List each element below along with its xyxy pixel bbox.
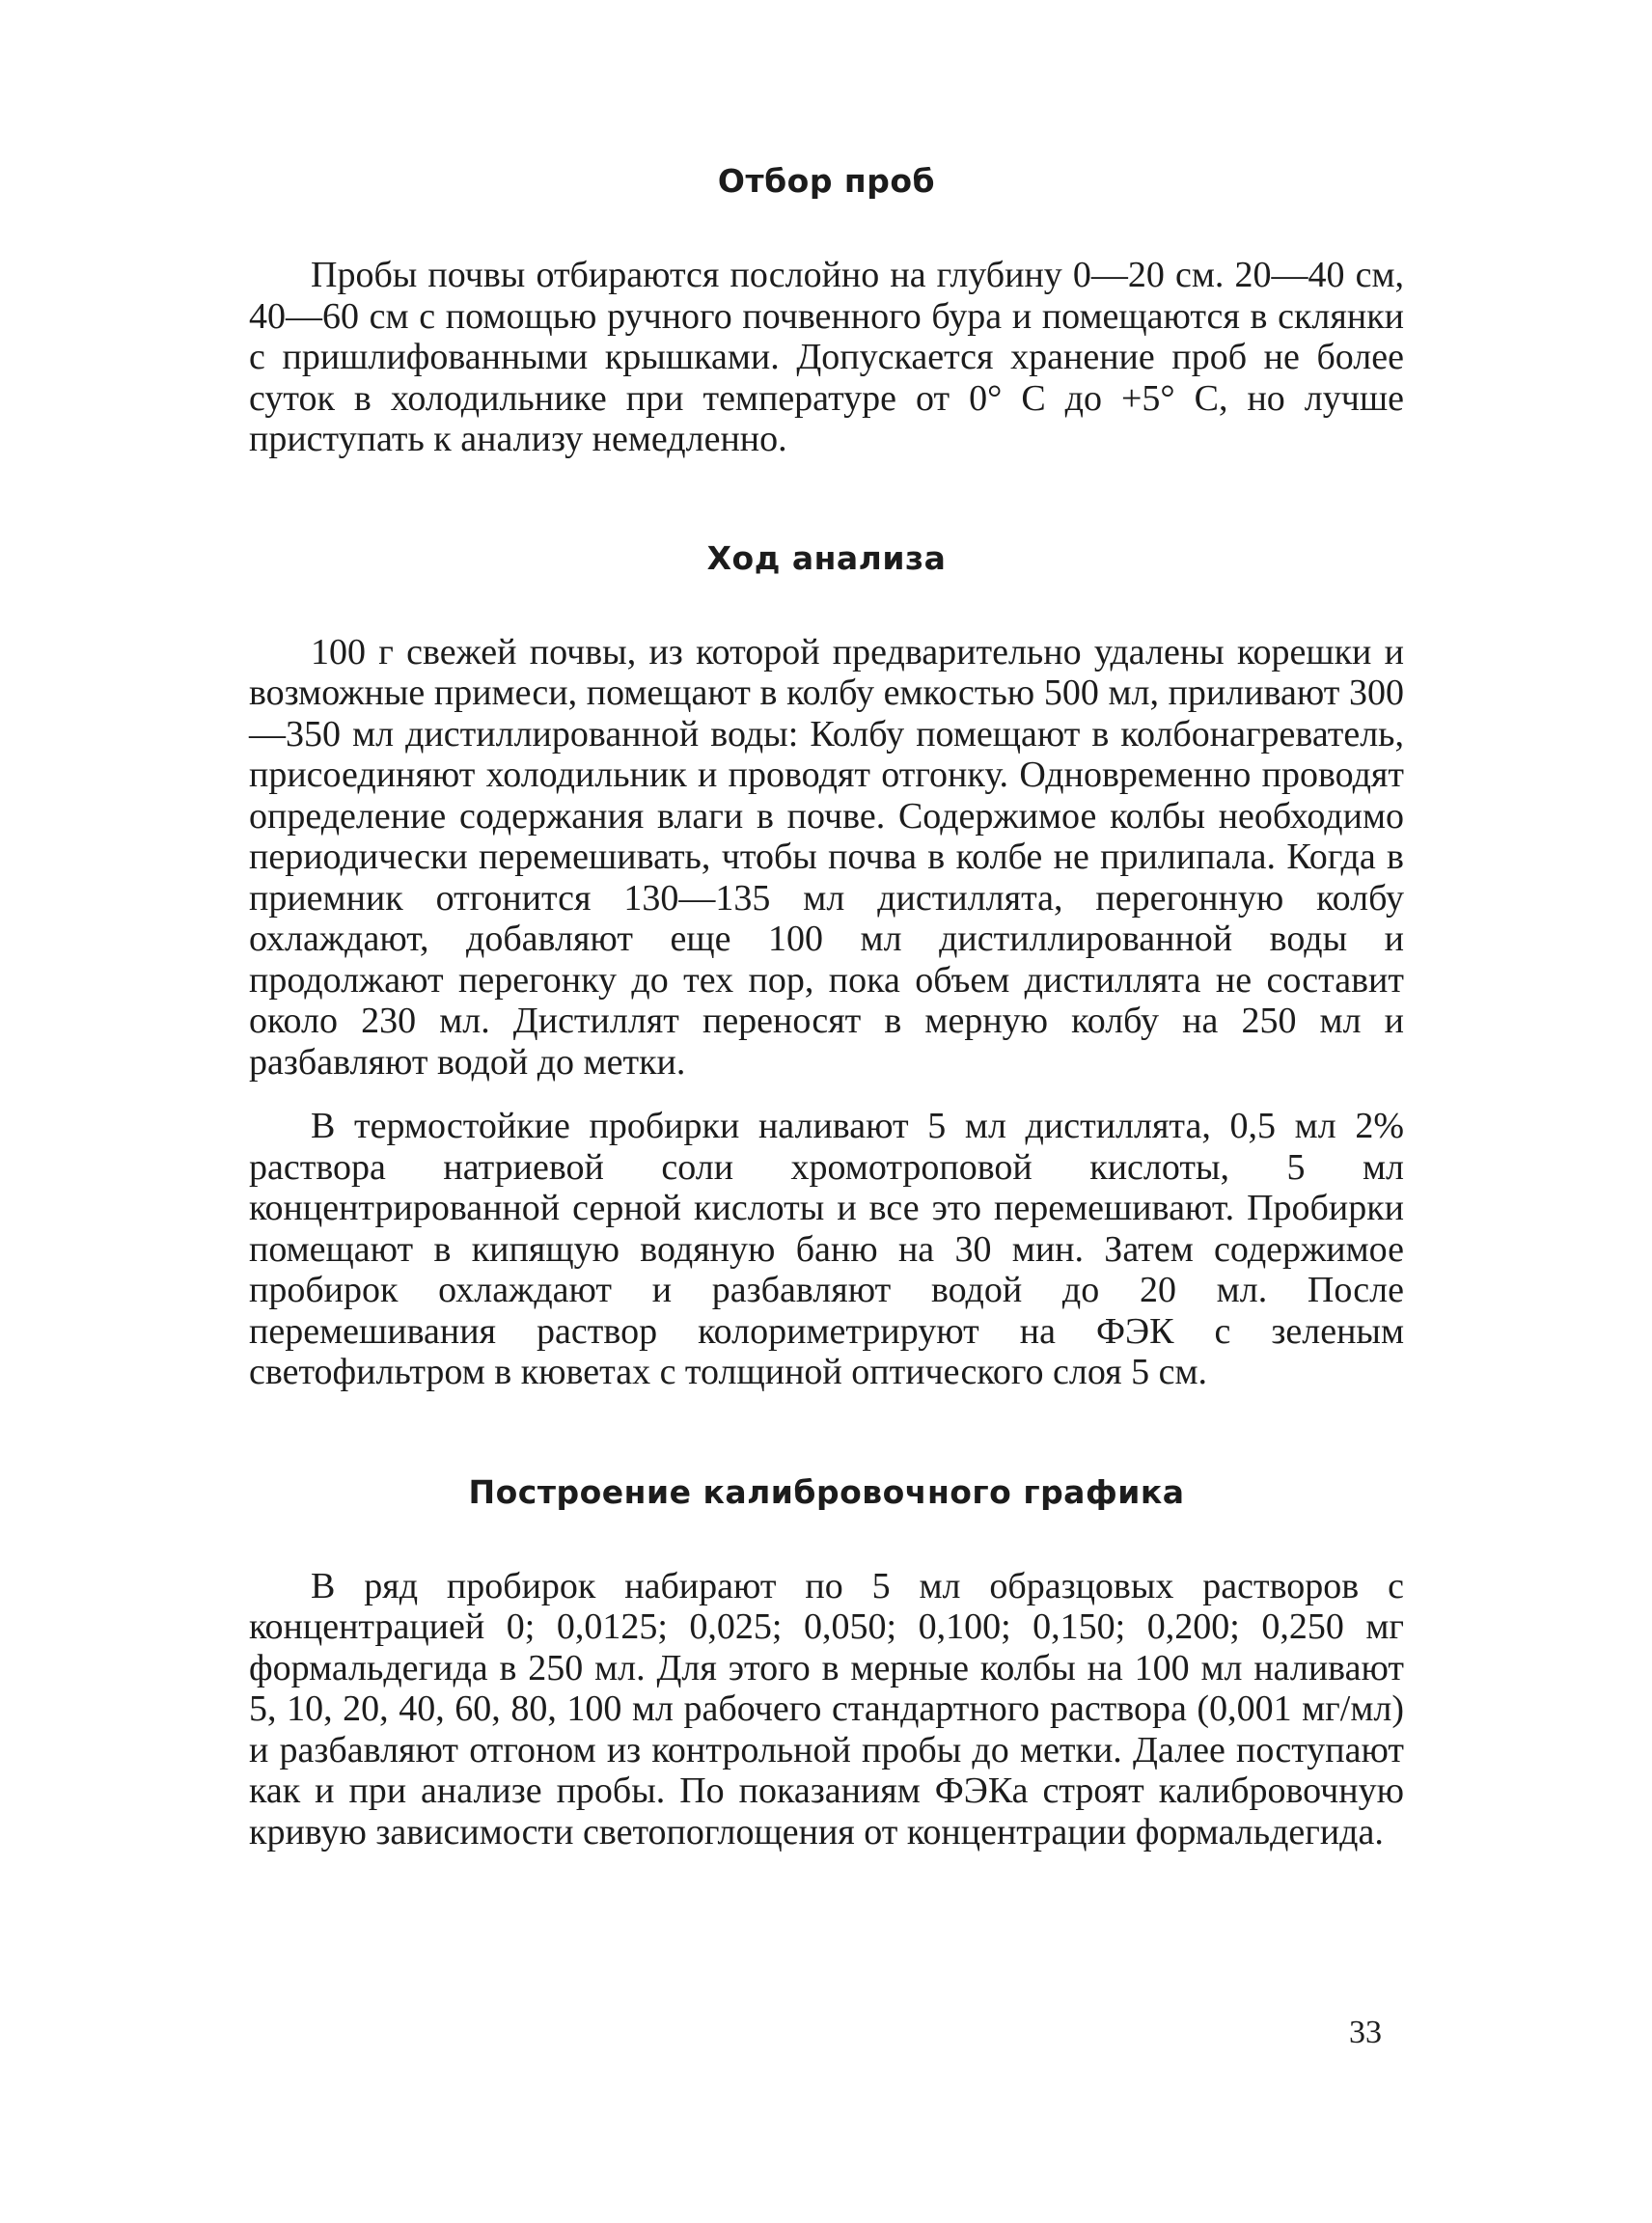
page-number: 33 (1349, 2015, 1382, 2050)
page-content (249, 162, 1404, 1852)
section-heading-calibration-graph: Построение калибровочного графика (468, 1472, 1185, 1511)
paragraph-sampling: Пробы почвы отбираются послойно на глубину 0—20 см. 20—40 см, 40—60 см с помощью ручного почвенного бура и помещаются в склянки с пришлифованными крышками. Допускается хранение проб не более суток в холодильнике при температуре от 0° С до +5° С, но лучше приступать к анализу немедленно. (249, 255, 1404, 459)
paragraph-distillation: 100 г свежей почвы, из которой предварительно удалены корешки и возможные примеси, помещают в колбу емкостью 500 мл, приливают 300—350 мл дистиллированной воды: Колбу помещают в колбонагреватель, присоединяют холодильник и проводят отгонку. Одновременно проводят определение содержания влаги в почве. Содержимое колбы необходимо периодически перемешивать, чтобы почва в колбе не прилипала. Когда в приемник отгонится 130—135 мл дистиллята, перегонную колбу охлаждают, добавляют еще 100 мл дистиллированной воды и продолжают перегонку до тех пор, пока объем дистиллята не составит около 230 мл. Дистиллят переносят в мерную колбу на 250 мл и разбавляют водой до метки. (249, 631, 1404, 1083)
paragraph-calibration: В ряд пробирок набирают по 5 мл образцовых растворов с концентрацией 0; 0,0125; 0,025; 0,050; 0,100; 0,150; 0,200; 0,250 мг формальдегида в 250 мл. Для этого в мерные колбы на 100 мл наливают 5, 10, 20, 40, 60, 80, 100 мл рабочего стандартного раствора (0,001 мг/мл) и разбавляют отгоном из контрольной пробы до метки. Далее поступают как и при анализе пробы. По показаниям ФЭКа строят калибровочную кривую зависимости светопоглощения от концентрации формальдегида. (249, 1565, 1404, 1852)
section-heading-sampling: Отбор проб (717, 162, 936, 200)
section-heading-analysis-procedure: Ход анализа (706, 538, 947, 577)
paragraph-colorimetry: В термостойкие пробирки наливают 5 мл дистиллята, 0,5 мл 2% раствора натриевой соли хромотроповой кислоты, 5 мл концентрированной серной кислоты и все это перемешивают. Пробирки помещают в кипящую водяную баню на 30 мин. Затем содержимое пробирок охлаждают и разбавляют водой до 20 мл. После перемешивания раствор колориметрируют на ФЭК с зеленым светофильтром в кюветах с толщиной оптического слоя 5 см. (249, 1106, 1404, 1392)
